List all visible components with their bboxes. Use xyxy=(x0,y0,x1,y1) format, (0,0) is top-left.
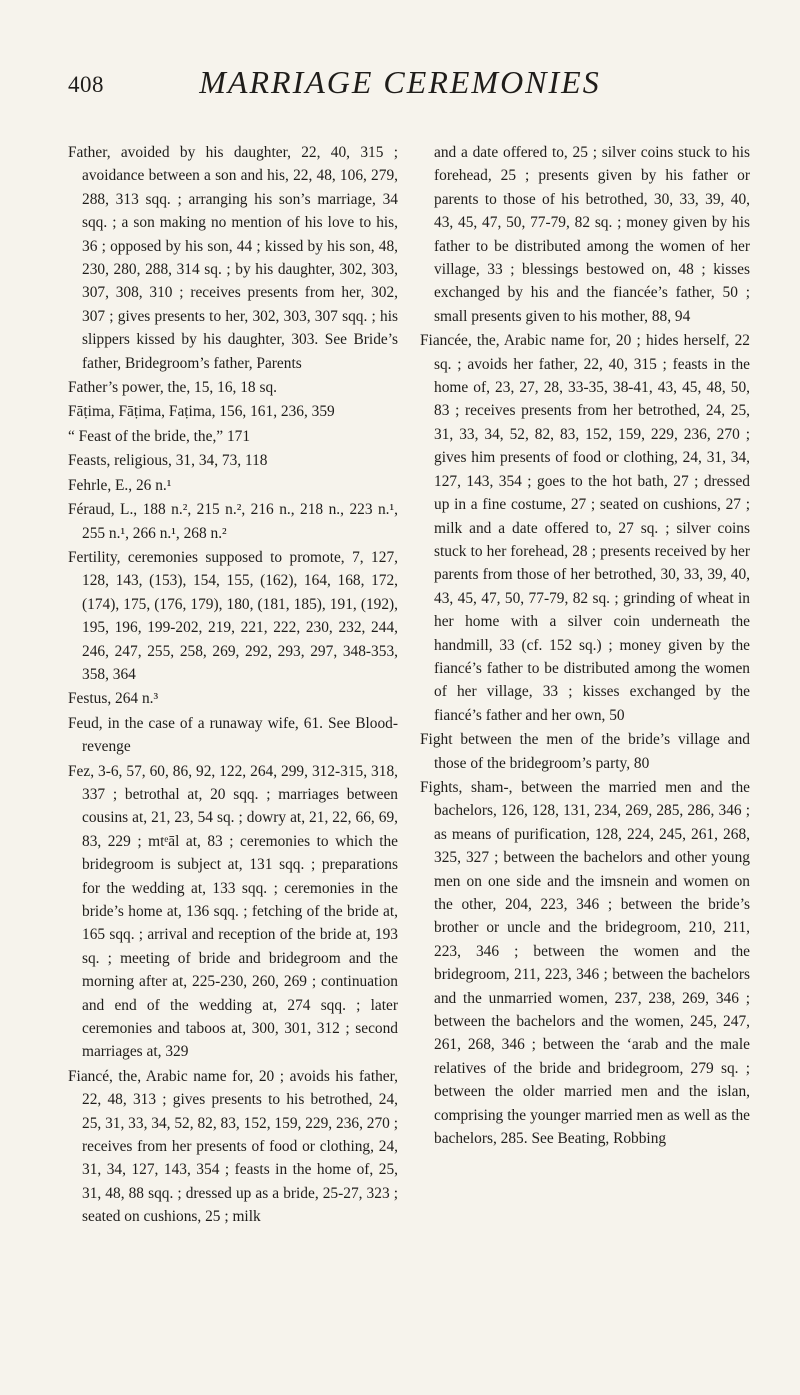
index-entry: Fez, 3-6, 57, 60, 86, 92, 122, 264, 299, 312-315, 318, 337 ; betrothal at, 20 sqq. ; marriages between cousins at, 21, 23, 54 sq. ; dowry at, 21, 22, 66, 69, 83, 229 ; mtᵉāl at, 83 ; ceremonies to which the bridegroom is subject at, 131 sqq. ; preparations for the wedding at, 133 sqq. ; ceremonies in the bride’s home at, 136 sqq. ; fetching of the bride at, 165 sqq. ; arrival and reception of the bride at, 193 sq. ; meeting of bride and bridegroom and the morning after at, 225-230, 260, 269 ; continuation and end of the wedding at, 274 sqq. ; later ceremonies and taboos at, 300, 301, 312 ; second marriages at, 329 xyxy=(68,762,398,1061)
index-entry: Fights, sham-, between the married men and the bachelors, 126, 128, 131, 234, 269, 285, 286, 346 ; as means of purification, 128, 224, 245, 261, 268, 325, 327 ; between the bachelors and other young men on one side and the imsnein and women on the other, 204, 223, 346 ; between the bride’s brother or uncle and the bridegroom, 210, 211, 223, 346 ; between the women and the bridegroom, 211, 223, 346 ; between the bachelors and the unmarried women, 237, 238, 269, 346 ; between the bachelors and the women, 245, 247, 261, 268, 346 ; between the ‘arab and the male relatives of the bride and bridegroom, 279 sq. ; between the older married men and the islan, comprising the younger married men as well as the bachelors, 285. See Beating, Robbing xyxy=(420,778,750,1148)
index-column-left xyxy=(68,141,398,1230)
index-entry: Festus, 264 n.³ xyxy=(68,690,159,708)
index-entry: Father, avoided by his daughter, 22, 40, 315 ; avoidance between a son and his, 22, 48, 106, 279, 288, 313 sqq. ; arranging his son’s marriage, 34 sqq. ; a son making no mention of his love to his, 36 ; opposed by his son, 44 ; kissed by his son, 48, 230, 280, 288, 314 sq. ; by his daughter, 302, 303, 307, 308, 310 ; receives presents from her, 302, 307 ; gives presents to her, 302, 303, 307 sqq. ; his slippers kissed by his daughter, 303. See Bride’s father, Bridegroom’s father, Parents xyxy=(68,144,398,372)
page-number: 408 xyxy=(68,72,104,97)
running-title: MARRIAGE CEREMONIES xyxy=(199,64,601,100)
index-entry: Fight between the men of the bride’s village and those of the bridegroom’s party, 80 xyxy=(420,731,750,772)
index-entry: Fehrle, E., 26 n.¹ xyxy=(68,476,172,494)
index-column-right xyxy=(420,141,750,1151)
index-entry: Feasts, religious, 31, 34, 73, 118 xyxy=(68,452,268,470)
index-entry: Fāṭima, Fāṭima, Faṭima, 156, 161, 236, 359 xyxy=(68,403,335,421)
index-entry: Father’s power, the, 15, 16, 18 sq. xyxy=(68,379,277,397)
index-entry-continued: and a date offered to, 25 ; silver coins stuck to his forehead, 25 ; presents given by his father or parents to those of his betrothed, 30, 33, 39, 40, 43, 45, 47, 50, 77-79, 82 sq. ; money given by his father to be distributed among the women of her village, 33 ; blessings bestowed on, 48 ; kisses exchanged by his and the fiancée’s father, 50 ; small presents given to his mother, 88, 94 xyxy=(434,144,750,325)
index-entry: “ Feast of the bride, the,” 171 xyxy=(68,427,251,445)
page-header xyxy=(0,64,800,114)
index-entry: Féraud, L., 188 n.², 215 n.², 216 n., 218 n., 223 n.¹, 255 n.¹, 266 n.¹, 268 n.² xyxy=(68,501,398,542)
index-entry: Fertility, ceremonies supposed to promote, 7, 127, 128, 143, (153), 154, 155, (162), 164, 168, 172, (174), 175, (176, 179), 180, (181, 185), 191, (192), 195, 196, 199-202, 219, 221, 222, 230, 232, 244, 246, 247, 255, 258, 269, 292, 293, 297, 348-353, 358, 364 xyxy=(68,548,398,683)
index-entry: Fiancé, the, Arabic name for, 20 ; avoids his father, 22, 48, 313 ; gives presents to his betrothed, 24, 25, 31, 33, 34, 52, 82, 83, 152, 159, 229, 236, 270 ; receives from her presents of food or clothing, 24, 31, 34, 127, 143, 354 ; feasts in the home of, 25, 31, 48, 88 sqq. ; dressed up as a bride, 25-27, 323 ; seated on cushions, 25 ; milk xyxy=(68,1067,398,1226)
index-entry: Fiancée, the, Arabic name for, 20 ; hides herself, 22 sq. ; avoids her father, 22, 40, 315 ; feasts in the home of, 23, 27, 28, 33-35, 38-41, 43, 45, 48, 50, 83 ; receives presents from her betrothed, 24, 25, 31, 33, 34, 52, 82, 83, 152, 159, 229, 236, 270 ; gives him presents of food or clothing, 24, 31, 34, 127, 143, 354 ; goes to the hot bath, 27 ; dressed up in a fine costume, 27 ; seated on cushions, 27 ; milk and a date offered to, 27 sq. ; silver coins stuck to her forehead, 28 ; presents received by her parents from those of her betrothed, 30, 33, 39, 40, 43, 45, 47, 50, 77-79, 82 sq. ; grinding of wheat in her home with a silver coin underneath the handmill, 33 (cf. 152 sq.) ; money given by the fiancé’s father to be distributed among the women of her village, 33 ; kisses exchanged by the fiancé’s father and her own, 50 xyxy=(420,332,750,724)
index-entry: Feud, in the case of a runaway wife, 61. See Blood-revenge xyxy=(68,714,398,756)
